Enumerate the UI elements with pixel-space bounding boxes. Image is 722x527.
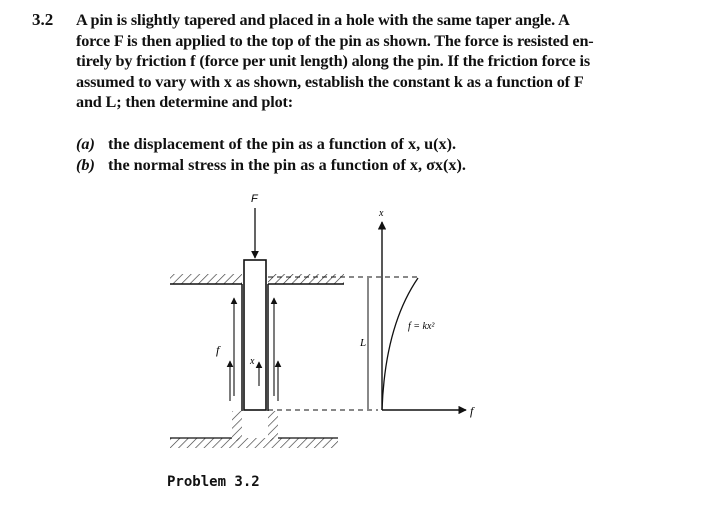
x-pin-label: x xyxy=(250,356,255,367)
figure-caption: Problem 3.2 xyxy=(167,474,260,490)
part-a xyxy=(76,134,466,155)
problem-number: 3.2 xyxy=(32,10,54,29)
curve-equation-label: f = kx² xyxy=(408,321,435,332)
part-b xyxy=(76,155,466,176)
force-label: F xyxy=(251,193,258,205)
statement-line: tirely by friction f (force per unit length) along the pin. If the friction force is xyxy=(76,52,591,70)
friction-curve xyxy=(382,278,418,410)
x-axis-label: x xyxy=(379,208,384,219)
statement-line: force F is then applied to the top of the pin as shown. The force is resisted en- xyxy=(76,31,594,50)
f-axis-label: f xyxy=(470,404,474,418)
part-b-text: the normal stress in the pin as a function of x, σx(x). xyxy=(108,155,466,174)
problem-figure xyxy=(160,186,500,456)
pin xyxy=(244,260,266,410)
reference-lines xyxy=(268,277,418,410)
statement-line: A pin is slightly tapered and placed in a hole with the same taper angle. A xyxy=(76,11,570,29)
bottom-ground-hatch xyxy=(170,411,338,448)
friction-label: f xyxy=(216,343,220,357)
length-label: L xyxy=(360,337,367,349)
problem-parts xyxy=(76,134,466,175)
statement-line: assumed to vary with x as shown, establish the constant k as a function of F xyxy=(76,72,584,91)
problem-statement xyxy=(76,10,666,113)
part-b-label: (b) xyxy=(76,155,95,174)
statement-line: and L; then determine and plot: xyxy=(76,93,294,111)
part-a-text: the displacement of the pin as a function of x, u(x). xyxy=(108,135,457,153)
part-a-label: (a) xyxy=(76,135,95,153)
